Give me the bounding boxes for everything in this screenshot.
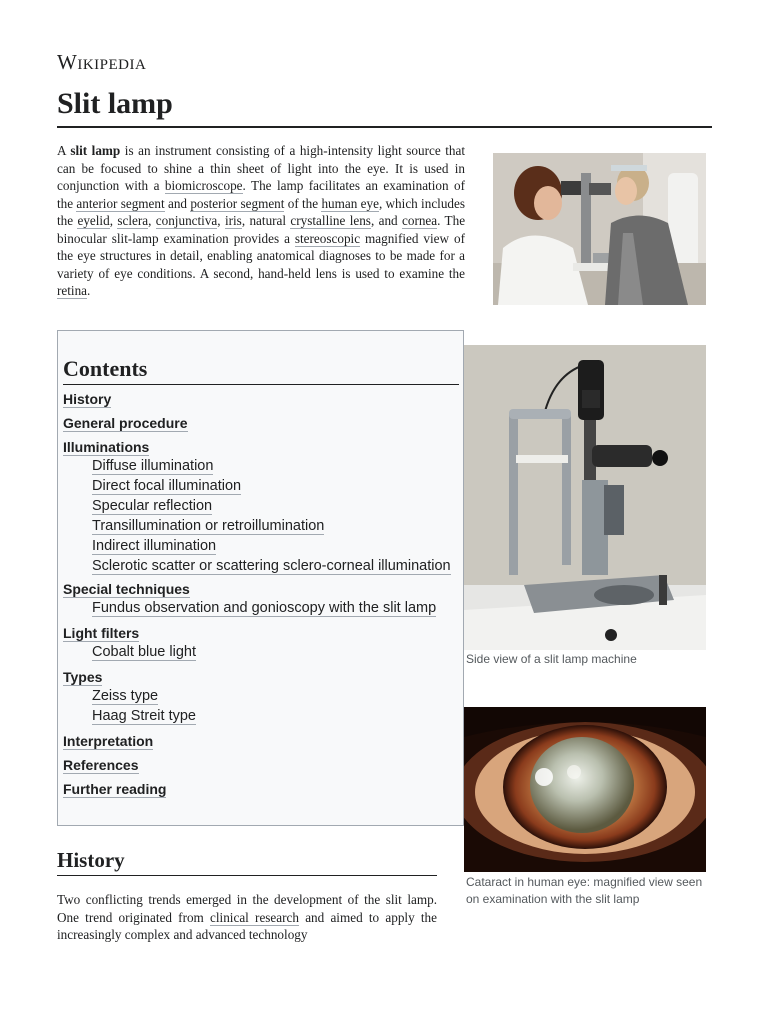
lead-bold-term: slit lamp bbox=[70, 143, 121, 158]
toc-item-transillumination[interactable]: Transillumination or retroillumination bbox=[92, 518, 325, 534]
wikipedia-wordmark[interactable]: Wikipedia bbox=[57, 50, 147, 74]
toc-item-light-filters[interactable]: Light filters bbox=[63, 625, 140, 641]
link-stereoscopic[interactable]: stereoscopic bbox=[294, 230, 361, 246]
toc-title: Contents bbox=[63, 355, 459, 385]
toc-item-cobalt-blue-light[interactable]: Cobalt blue light bbox=[92, 644, 196, 660]
toc-item-interpretation[interactable]: Interpretation bbox=[63, 733, 154, 749]
link-eyelid[interactable]: eyelid bbox=[77, 213, 110, 228]
toc-item-general-procedure[interactable]: General procedure bbox=[63, 415, 188, 431]
toc-item-fundus-observation[interactable]: Fundus observation and gonioscopy with the slit lamp bbox=[92, 600, 437, 616]
toc-item-indirect-illumination[interactable]: Indirect illumination bbox=[92, 538, 217, 554]
photo-slit-lamp-examination[interactable] bbox=[493, 153, 706, 305]
link-cornea[interactable]: cornea bbox=[402, 213, 438, 228]
link-anterior-segment[interactable]: anterior segment bbox=[76, 195, 165, 211]
link-iris[interactable]: iris bbox=[224, 213, 242, 228]
link-human-eye[interactable]: human eye bbox=[321, 195, 379, 211]
cataract-illustration bbox=[464, 707, 706, 872]
toc-item-specular-reflection[interactable]: Specular reflection bbox=[92, 498, 213, 514]
photo-cataract-eye[interactable] bbox=[464, 707, 706, 872]
slit-lamp-illustration bbox=[464, 345, 706, 650]
figure-caption-cataract: Cataract in human eye: magnified view seen on examination with the slit lamp bbox=[466, 875, 703, 906]
link-posterior-segment[interactable]: posterior segment bbox=[190, 195, 285, 211]
link-sclera[interactable]: sclera bbox=[117, 213, 149, 228]
lead-paragraph: A slit lamp is an instrument consisting of a high-intensity light source that can be focused to shine a thin sheet of light into the eye. It is used in conjunction with a biomicroscope. The lamp facilitates an examination of the anterior segment and posterior segment of the human eye, which includes the eyelid, sclera, conjunctiva, iris, natural crystalline lens, and cornea. The binocular slit-lamp examination provides a stereoscopic magnified view of the eye structures in detail, enabling anatomical diagnoses to be made for a variety of eye conditions. A second, hand-held lens is used to examine the retina. bbox=[57, 143, 466, 298]
link-retina[interactable]: retina bbox=[57, 283, 88, 298]
photo-slit-lamp-side-view[interactable] bbox=[464, 345, 706, 650]
toc-item-references[interactable]: References bbox=[63, 757, 139, 773]
toc-item-zeiss-type[interactable]: Zeiss type bbox=[92, 688, 159, 704]
link-biomicroscope[interactable]: biomicroscope bbox=[164, 178, 243, 193]
toc-item-diffuse-illumination[interactable]: Diffuse illumination bbox=[92, 458, 214, 474]
toc-item-types[interactable]: Types bbox=[63, 669, 103, 685]
table-of-contents bbox=[57, 330, 464, 826]
toc-item-illuminations[interactable]: Illuminations bbox=[63, 439, 150, 455]
exam-photo-illustration bbox=[493, 153, 706, 305]
link-conjunctiva[interactable]: conjunctiva bbox=[155, 213, 218, 228]
page-title: Slit lamp bbox=[57, 86, 712, 128]
toc-item-direct-focal-illumination[interactable]: Direct focal illumination bbox=[92, 478, 242, 494]
toc-item-special-techniques[interactable]: Special techniques bbox=[63, 581, 190, 597]
toc-item-haag-streit-type[interactable]: Haag Streit type bbox=[92, 708, 196, 724]
link-clinical-research[interactable]: clinical research bbox=[210, 909, 299, 925]
toc-item-further-reading[interactable]: Further reading bbox=[63, 781, 167, 797]
link-crystalline-lens[interactable]: crystalline lens bbox=[290, 213, 371, 228]
toc-item-history[interactable]: History bbox=[63, 391, 112, 407]
toc-list bbox=[63, 390, 463, 798]
history-paragraph: Two conflicting trends emerged in the development of the slit lamp. One trend originated from clinical research and aimed to apply the increasingly complex and advanced technology bbox=[57, 892, 437, 942]
toc-item-sclerotic-scatter[interactable]: Sclerotic scatter or scattering sclero-corneal illumination bbox=[92, 558, 451, 574]
figure-caption-side-view: Side view of a slit lamp machine bbox=[466, 652, 637, 666]
section-heading-history: History bbox=[57, 846, 437, 876]
